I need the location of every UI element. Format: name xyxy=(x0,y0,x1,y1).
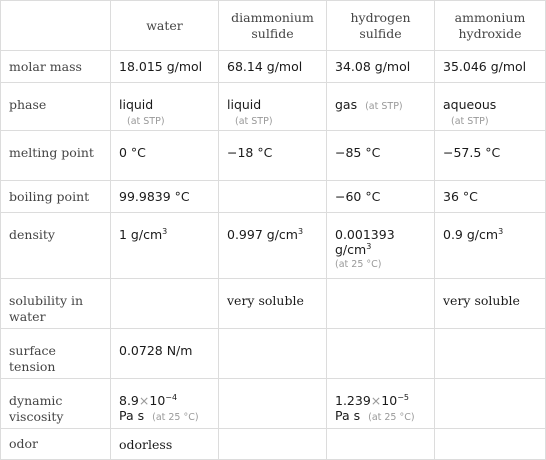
phase-water-note: (at STP) xyxy=(127,116,165,127)
density-hydrogen-sulfide-note: (at 25 °C) xyxy=(335,259,382,270)
cell-melting-point-hydrogen-sulfide: −85 °C xyxy=(327,131,435,181)
density-diammonium-sulfide-value: 0.997 g/cm xyxy=(227,227,298,242)
density-hydrogen-sulfide-line2: g/cm xyxy=(335,242,367,257)
cell-melting-point-water: 0 °C xyxy=(111,131,219,181)
cell-density-hydrogen-sulfide xyxy=(327,213,435,279)
col-header-ammonium-hydroxide: ammonium hydroxide xyxy=(435,1,546,51)
col-header-diammonium-sulfide xyxy=(219,1,327,51)
row-melting-point xyxy=(1,131,546,181)
viscosity-water-exp: −4 xyxy=(165,392,178,402)
cell-solubility-hydrogen-sulfide xyxy=(327,279,435,329)
col-header-water: water xyxy=(111,1,219,51)
row-solubility xyxy=(1,279,546,329)
row-boiling-point xyxy=(1,181,546,213)
viscosity-water-base: 10 xyxy=(149,393,166,408)
phase-diammonium-sulfide-note: (at STP) xyxy=(235,116,273,127)
viscosity-water-unit: Pa s xyxy=(119,408,145,423)
row-label-boiling-point: boiling point xyxy=(1,181,111,213)
cell-boiling-point-ammonium-hydroxide: 36 °C xyxy=(435,181,546,213)
cell-solubility-diammonium-sulfide: very soluble xyxy=(219,279,327,329)
row-label-melting-point: melting point xyxy=(1,131,111,181)
cell-dynamic-viscosity-water xyxy=(111,379,219,429)
cell-boiling-point-hydrogen-sulfide: −60 °C xyxy=(327,181,435,213)
cell-density-water xyxy=(111,213,219,279)
viscosity-hydrogen-sulfide-note: (at 25 °C) xyxy=(368,412,415,423)
cell-odor-diammonium-sulfide xyxy=(219,429,327,460)
cell-dynamic-viscosity-hydrogen-sulfide xyxy=(327,379,435,429)
cell-molar-mass-hydrogen-sulfide: 34.08 g/mol xyxy=(327,51,435,83)
row-dynamic-viscosity xyxy=(1,379,546,429)
header-row xyxy=(1,1,546,51)
density-ammonium-hydroxide-value: 0.9 g/cm xyxy=(443,227,499,242)
row-label-dynamic-viscosity: dynamic viscosity xyxy=(1,379,111,429)
cell-odor-water: odorless xyxy=(111,429,219,460)
row-density xyxy=(1,213,546,279)
phase-hydrogen-sulfide-note: (at STP) xyxy=(365,101,403,112)
cell-melting-point-diammonium-sulfide: −18 °C xyxy=(219,131,327,181)
phase-hydrogen-sulfide-value: gas xyxy=(335,97,358,112)
density-water-exp: 3 xyxy=(162,226,168,236)
row-label-density: density xyxy=(1,213,111,279)
cell-boiling-point-diammonium-sulfide xyxy=(219,181,327,213)
row-surface-tension xyxy=(1,329,546,379)
viscosity-hydrogen-sulfide-unit: Pa s xyxy=(335,408,361,423)
density-diammonium-sulfide-exp: 3 xyxy=(297,226,304,236)
cell-dynamic-viscosity-ammonium-hydroxide xyxy=(435,379,546,429)
viscosity-water-mantissa: 8.9 xyxy=(119,393,139,408)
corner-cell xyxy=(1,1,111,51)
cell-surface-tension-diammonium-sulfide xyxy=(219,329,327,379)
row-label-solubility: solubility in water xyxy=(1,279,111,329)
cell-surface-tension-hydrogen-sulfide xyxy=(327,329,435,379)
row-label-odor: odor xyxy=(1,429,111,460)
cell-phase-diammonium-sulfide xyxy=(219,83,327,131)
viscosity-water-note: (at 25 °C) xyxy=(152,412,199,423)
cell-dynamic-viscosity-diammonium-sulfide xyxy=(219,379,327,429)
viscosity-hydrogen-sulfide-exp: −5 xyxy=(397,392,409,402)
cell-odor-hydrogen-sulfide xyxy=(327,429,435,460)
col-header-diammonium-sulfide-text: diammonium sulfide xyxy=(231,9,314,41)
row-label-molar-mass: molar mass xyxy=(1,51,111,83)
viscosity-hydrogen-sulfide-mantissa: 1.239 xyxy=(335,393,371,408)
row-odor xyxy=(1,429,546,460)
cell-phase-water xyxy=(111,83,219,131)
cell-solubility-water xyxy=(111,279,219,329)
cell-melting-point-ammonium-hydroxide: −57.5 °C xyxy=(435,131,546,181)
phase-diammonium-sulfide-value: liquid xyxy=(227,97,262,112)
cell-boiling-point-water: 99.9839 °C xyxy=(111,181,219,213)
viscosity-hydrogen-sulfide-base: 10 xyxy=(381,393,398,408)
cell-molar-mass-ammonium-hydroxide: 35.046 g/mol xyxy=(435,51,546,83)
cell-odor-ammonium-hydroxide xyxy=(435,429,546,460)
viscosity-water-times: × xyxy=(138,393,150,408)
cell-density-diammonium-sulfide xyxy=(219,213,327,279)
density-water-value: 1 g/cm xyxy=(119,227,163,242)
row-phase xyxy=(1,83,546,131)
viscosity-hydrogen-sulfide-times: × xyxy=(370,393,382,408)
density-ammonium-hydroxide-exp: 3 xyxy=(498,226,504,236)
cell-surface-tension-ammonium-hydroxide xyxy=(435,329,546,379)
cell-phase-ammonium-hydroxide xyxy=(435,83,546,131)
density-hydrogen-sulfide-exp: 3 xyxy=(366,241,372,251)
row-label-phase: phase xyxy=(1,83,111,131)
row-label-surface-tension: surface tension xyxy=(1,329,111,379)
cell-density-ammonium-hydroxide xyxy=(435,213,546,279)
cell-phase-hydrogen-sulfide xyxy=(327,83,435,131)
row-molar-mass xyxy=(1,51,546,83)
cell-molar-mass-diammonium-sulfide: 68.14 g/mol xyxy=(219,51,327,83)
col-header-hydrogen-sulfide: hydrogen sulfide xyxy=(327,1,435,51)
phase-ammonium-hydroxide-value: aqueous xyxy=(443,97,497,112)
cell-molar-mass-water: 18.015 g/mol xyxy=(111,51,219,83)
cell-solubility-ammonium-hydroxide: very soluble xyxy=(435,279,546,329)
phase-ammonium-hydroxide-note: (at STP) xyxy=(451,116,489,127)
cell-surface-tension-water: 0.0728 N/m xyxy=(111,329,219,379)
density-hydrogen-sulfide-line1: 0.001393 xyxy=(335,227,395,242)
phase-water-value: liquid xyxy=(119,97,154,112)
